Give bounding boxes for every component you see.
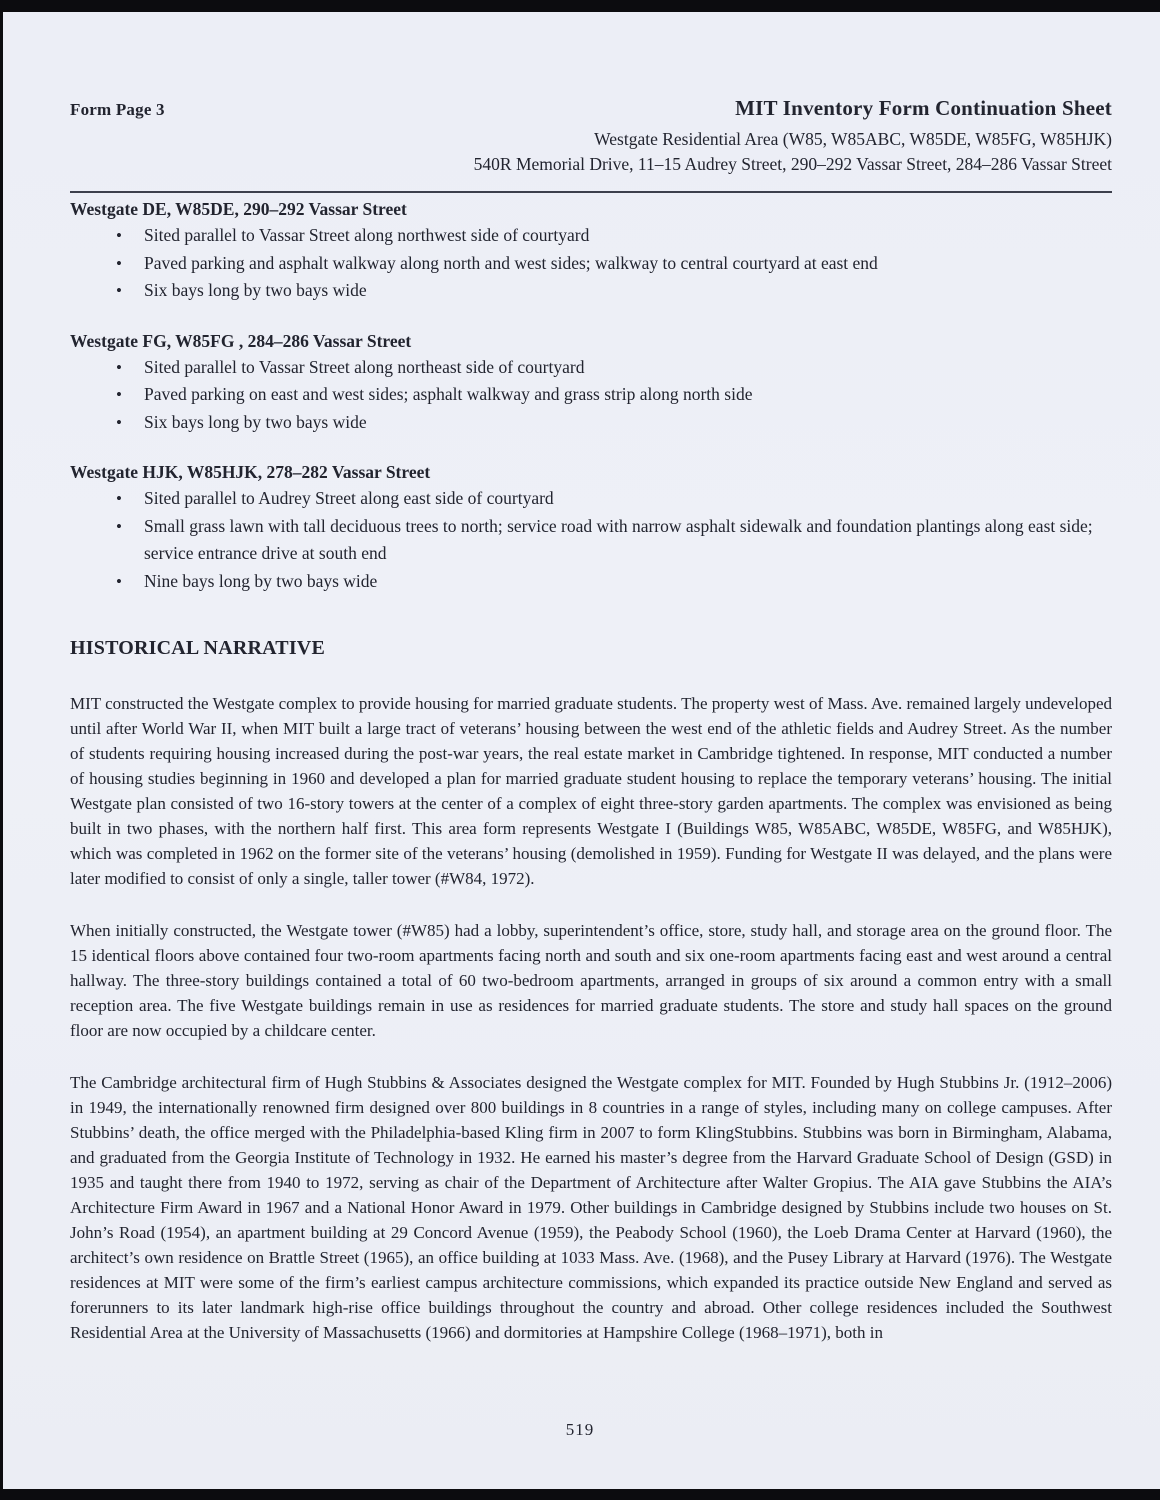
page-header — [70, 96, 1112, 121]
section-heading: Westgate FG, W85FG , 284–286 Vassar Street — [70, 330, 412, 351]
section-heading: Westgate HJK, W85HJK, 278–282 Vassar Street — [70, 462, 431, 482]
list-item: • Sited parallel to Vassar Street along northeast side of courtyard — [116, 354, 1112, 382]
list-item: • Sited parallel to Audrey Street along east side of courtyard — [116, 485, 1112, 513]
header-subtitle-line2: 540R Memorial Drive, 11–15 Audrey Street, 290–292 Vassar Street, 284–286 Vassar Street — [473, 154, 1112, 174]
section-heading: Westgate DE, W85DE, 290–292 Vassar Street — [70, 199, 407, 219]
section-bullet-list — [70, 354, 1112, 437]
list-item: • Paved parking on east and west sides; asphalt walkway and grass strip along north side — [116, 381, 1112, 409]
list-item: • Six bays long by two bays wide — [116, 277, 1112, 305]
historical-narrative-section — [70, 637, 1112, 1345]
section-westgate-hjk — [70, 462, 1112, 595]
section-westgate-fg — [70, 331, 1112, 437]
list-item: • Paved parking and asphalt walkway along north and west sides; walkway to central courtyard at east end — [116, 250, 1112, 278]
narrative-paragraph: When initially constructed, the Westgate tower (#W85) had a lobby, superintendent’s office, store, study hall, and storage area on the ground floor. The 15 identical floors above contained four two-room apartments facing north and south and six one-room apartments facing east and west around a central hallway. The three-story buildings contained a total of 60 two-bedroom apartments, arranged in groups of six around a common entry with a small reception area. The five Westgate buildings remain in use as residences for married graduate students. The store and study hall spaces on the ground floor are now occupied by a childcare center. — [70, 921, 1112, 1040]
form-page-label: Form Page 3 — [70, 100, 165, 119]
page-content — [70, 96, 1112, 1372]
section-bullet-list — [70, 485, 1112, 595]
list-item: • Sited parallel to Vassar Street along northwest side of courtyard — [116, 222, 1112, 250]
section-bullet-list — [70, 222, 1112, 305]
scan-edge-bottom — [0, 1489, 1160, 1500]
narrative-paragraph: MIT constructed the Westgate complex to provide housing for married graduate students. The property west of Mass. Ave. remained largely undeveloped until after World War II, when MIT built a large tract of veterans’ housing between the west end of the athletic fields and Audrey Street. As the number of students requiring housing increased during the post-war years, the real estate market in Cambridge tightened. In response, MIT conducted a number of housing studies beginning in 1960 and developed a plan for married graduate student housing to replace the temporary veterans’ housing. The initial Westgate plan consisted of two 16-story towers at the center of a complex of eight three-story garden apartments. The complex was envisioned as being built in two phases, with the northern half first. This area form represents Westgate I (Buildings W85, W85ABC, W85DE, W85FG, and W85HJK), which was completed in 1962 on the former site of the veterans’ housing (demolished in 1959). Funding for Westgate II was delayed, and the plans were later modified to consist of only a single, taller tower (#W84, 1972). — [70, 694, 1112, 888]
page-number: 519 — [565, 1420, 595, 1439]
scan-edge-left — [0, 0, 3, 1500]
list-item: • Nine bays long by two bays wide — [116, 568, 1112, 596]
list-item: • Six bays long by two bays wide — [116, 409, 1112, 437]
narrative-paragraph: The Cambridge architectural firm of Hugh Stubbins & Associates designed the Westgate complex for MIT. Founded by Hugh Stubbins Jr. (1912–2006) in 1949, the internationally renowned firm designed over 800 buildings in 8 countries in a range of styles, including many on college campuses. After Stubbins’ death, the office merged with the Philadelphia-based Kling firm in 2007 to form KlingStubbins. Stubbins was born in Birmingham, Alabama, and graduated from the Georgia Institute of Technology in 1932. He earned his master’s degree from the Harvard Graduate School of Design (GSD) in 1935 and taught there from 1940 to 1972, serving as chair of the Department of Architecture after Walter Gropius. The AIA gave Stubbins the AIA’s Architecture Firm Award in 1967 and a National Honor Award in 1979. Other buildings in Cambridge designed by Stubbins include two houses on St. John’s Road (1954), an apartment building at 29 Concord Avenue (1959), the Peabody School (1960), the Loeb Drama Center at Harvard (1960), the architect’s own residence on Brattle Street (1965), an office building at 1033 Mass. Ave. (1968), and the Pusey Library at Harvard (1976). The Westgate residences at MIT were some of the firm’s earliest campus architecture commissions, which expanded its practice outside New England and served as forerunners to its later landmark high-rise office buildings throughout the country and abroad. Other college residences included the Southwest Residential Area at the University of Massachusetts (1966) and dormitories at Hampshire College (1968–1971), both in — [70, 1073, 1112, 1342]
narrative-heading: HISTORICAL NARRATIVE — [70, 637, 325, 659]
header-subtitle — [70, 127, 1112, 177]
header-divider — [70, 191, 1112, 193]
header-subtitle-line1: Westgate Residential Area (W85, W85ABC, W85DE, W85FG, W85HJK) — [594, 129, 1112, 149]
section-westgate-de — [70, 199, 1112, 305]
document-title: MIT Inventory Form Continuation Sheet — [735, 96, 1112, 120]
list-item: • Small grass lawn with tall deciduous trees to north; service road with narrow asphalt sidewalk and foundation plantings along east side; service entrance drive at south end — [116, 513, 1112, 568]
scan-edge-top — [0, 0, 1160, 12]
